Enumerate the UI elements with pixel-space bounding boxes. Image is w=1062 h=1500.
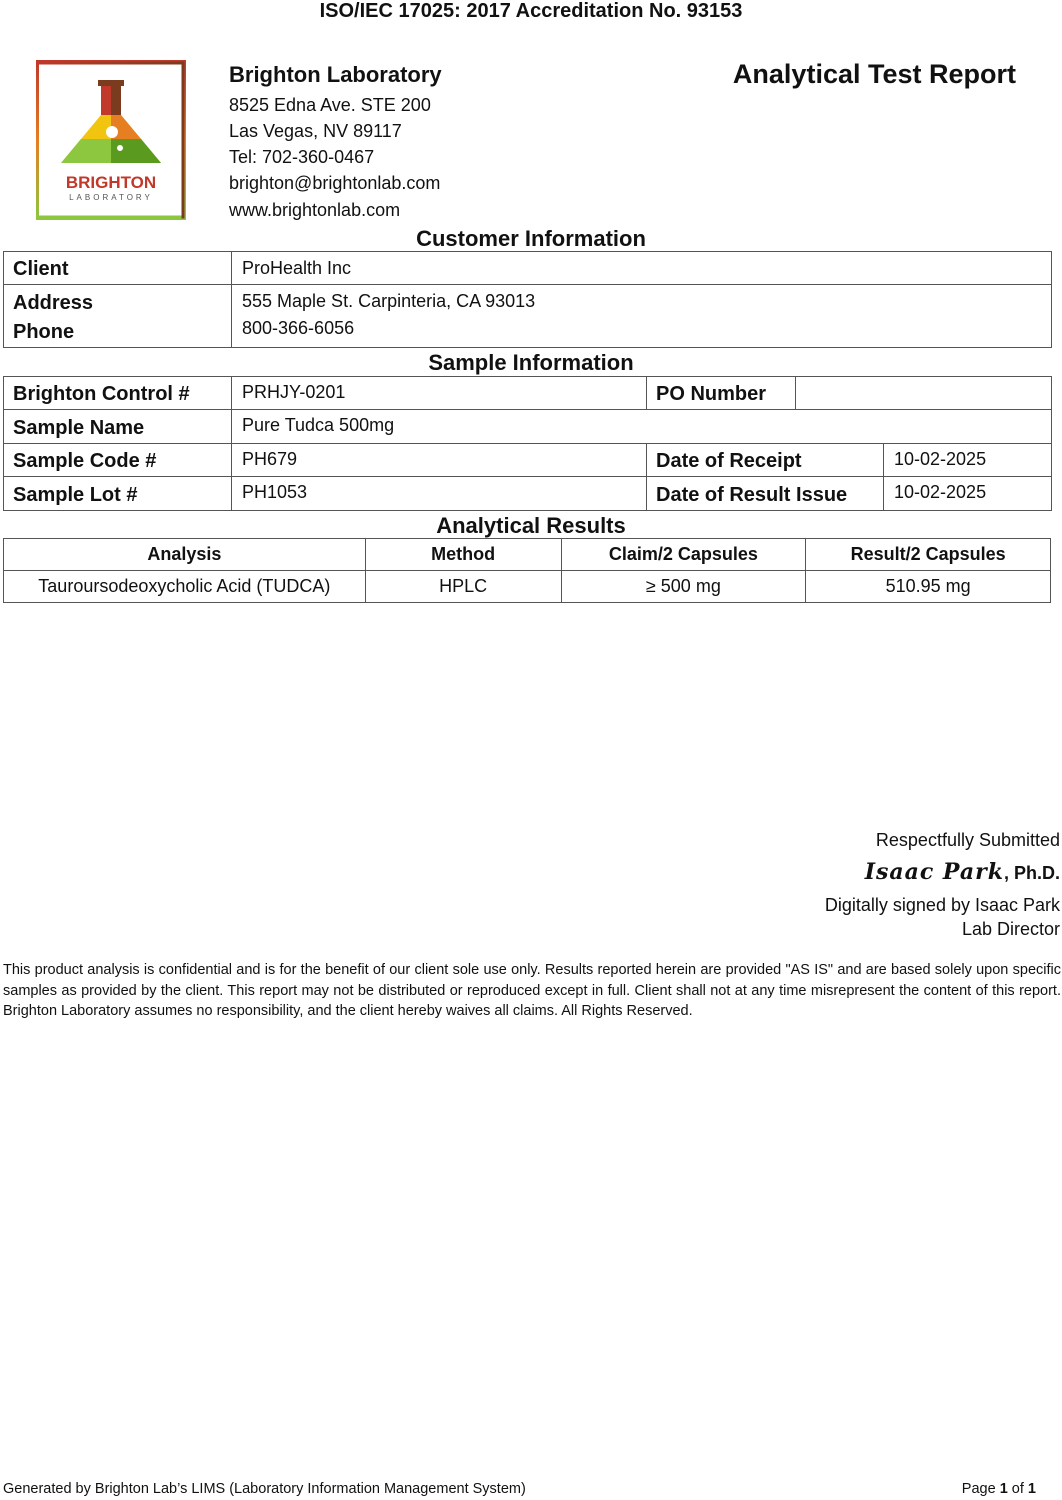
column-header: Result/2 Capsules [806, 539, 1051, 571]
column-header: Method [365, 539, 561, 571]
claim-cell: ≥ 500 mg [561, 571, 806, 603]
sample-code-value: PH679 [242, 449, 298, 469]
client-value: ProHealth Inc [242, 258, 352, 278]
page-current: 1 [999, 1481, 1008, 1497]
divider [3, 409, 1052, 410]
divider [3, 443, 1052, 444]
handwritten-signature: Isaac Park [864, 859, 1004, 885]
lab-phone: Tel: 702-360-0467 [229, 147, 375, 167]
sample-name-label: Sample Name [13, 417, 145, 439]
divider [646, 376, 647, 410]
logo-wordmark: BRIGHTON [65, 173, 157, 192]
accreditation-title: ISO/IEC 17025: 2017 Accreditation No. 93153 [319, 0, 743, 22]
address-value: 555 Maple St. Carpinteria, CA 93013 [242, 291, 536, 311]
divider [883, 443, 884, 511]
divider [3, 284, 1052, 285]
disclaimer-text: This product analysis is confidential and is for the benefit of our client sole use only. Results reported herein are provided "AS IS" and are based solely upon specific samples as provided by the client. This report may not be distributed or reproduced except in full. Client shall not at any time misrepresent the content of this report. Brighton Laboratory assumes no responsibility, and the client hereby waives all claims. All Rights Reserved. [3, 962, 1061, 1019]
divider [795, 376, 796, 410]
sample-name-value: Pure Tudca 500mg [242, 415, 395, 435]
date-of-receipt-value: 10-02-2025 [894, 449, 987, 469]
sample-lot-value: PH1053 [242, 482, 308, 502]
lab-address-line1: 8525 Edna Ave. STE 200 [229, 95, 431, 115]
address-label: Address [13, 292, 94, 314]
phone-value: 800-366-6056 [242, 318, 355, 338]
customer-section-title: Customer Information [416, 226, 646, 251]
digital-signature-note: Digitally signed by Isaac Park [824, 895, 1060, 915]
lab-address-line2: Las Vegas, NV 89117 [229, 121, 402, 141]
lab-email: brighton@brightonlab.com [229, 173, 441, 193]
date-of-receipt-label: Date of Receipt [656, 450, 802, 472]
sample-code-label: Sample Code # [13, 450, 157, 472]
sample-section-title: Sample Information [428, 350, 634, 375]
date-of-result-issue-value: 10-02-2025 [894, 482, 987, 502]
control-number-label: Brighton Control # [13, 383, 190, 405]
column-header: Claim/2 Capsules [561, 539, 806, 571]
signer-title: Lab Director [961, 919, 1060, 939]
column-header: Analysis [4, 539, 366, 571]
results-header-row [4, 539, 1051, 571]
method-cell: HPLC [365, 571, 561, 603]
divider [231, 376, 232, 511]
phone-label: Phone [13, 321, 75, 343]
result-cell: 510.95 mg [806, 571, 1051, 603]
po-number-label: PO Number [656, 383, 767, 405]
brighton-logo [36, 60, 186, 220]
control-number-value: PRHJY-0201 [242, 382, 346, 402]
lab-website: www.brightonlab.com [229, 200, 401, 220]
report-title: Analytical Test Report [732, 59, 1016, 89]
footer-generated-by: Generated by Brighton Lab’s LIMS (Laboratory Information Management System) [3, 1481, 526, 1497]
date-of-result-issue-label: Date of Result Issue [656, 484, 848, 506]
results-table [3, 538, 1051, 603]
analysis-cell: Tauroursodeoxycholic Acid (TUDCA) [4, 571, 366, 603]
table-row [4, 571, 1051, 603]
respectfully-submitted: Respectfully Submitted [875, 830, 1060, 850]
divider [646, 443, 647, 511]
lab-name: Brighton Laboratory [229, 62, 442, 87]
sample-lot-label: Sample Lot # [13, 484, 138, 506]
page-total: 1 [1027, 1481, 1036, 1497]
results-section-title: Analytical Results [436, 513, 626, 538]
divider [3, 476, 1052, 477]
signer-credential: , Ph.D. [1003, 863, 1060, 883]
page-number [962, 1480, 1036, 1498]
divider [231, 251, 232, 348]
page-of: of [1007, 1481, 1028, 1497]
logo-subtext: LABORATORY [69, 193, 153, 202]
signature-line [865, 858, 1060, 886]
page-prefix: Page [961, 1481, 1000, 1497]
client-label: Client [13, 258, 69, 280]
